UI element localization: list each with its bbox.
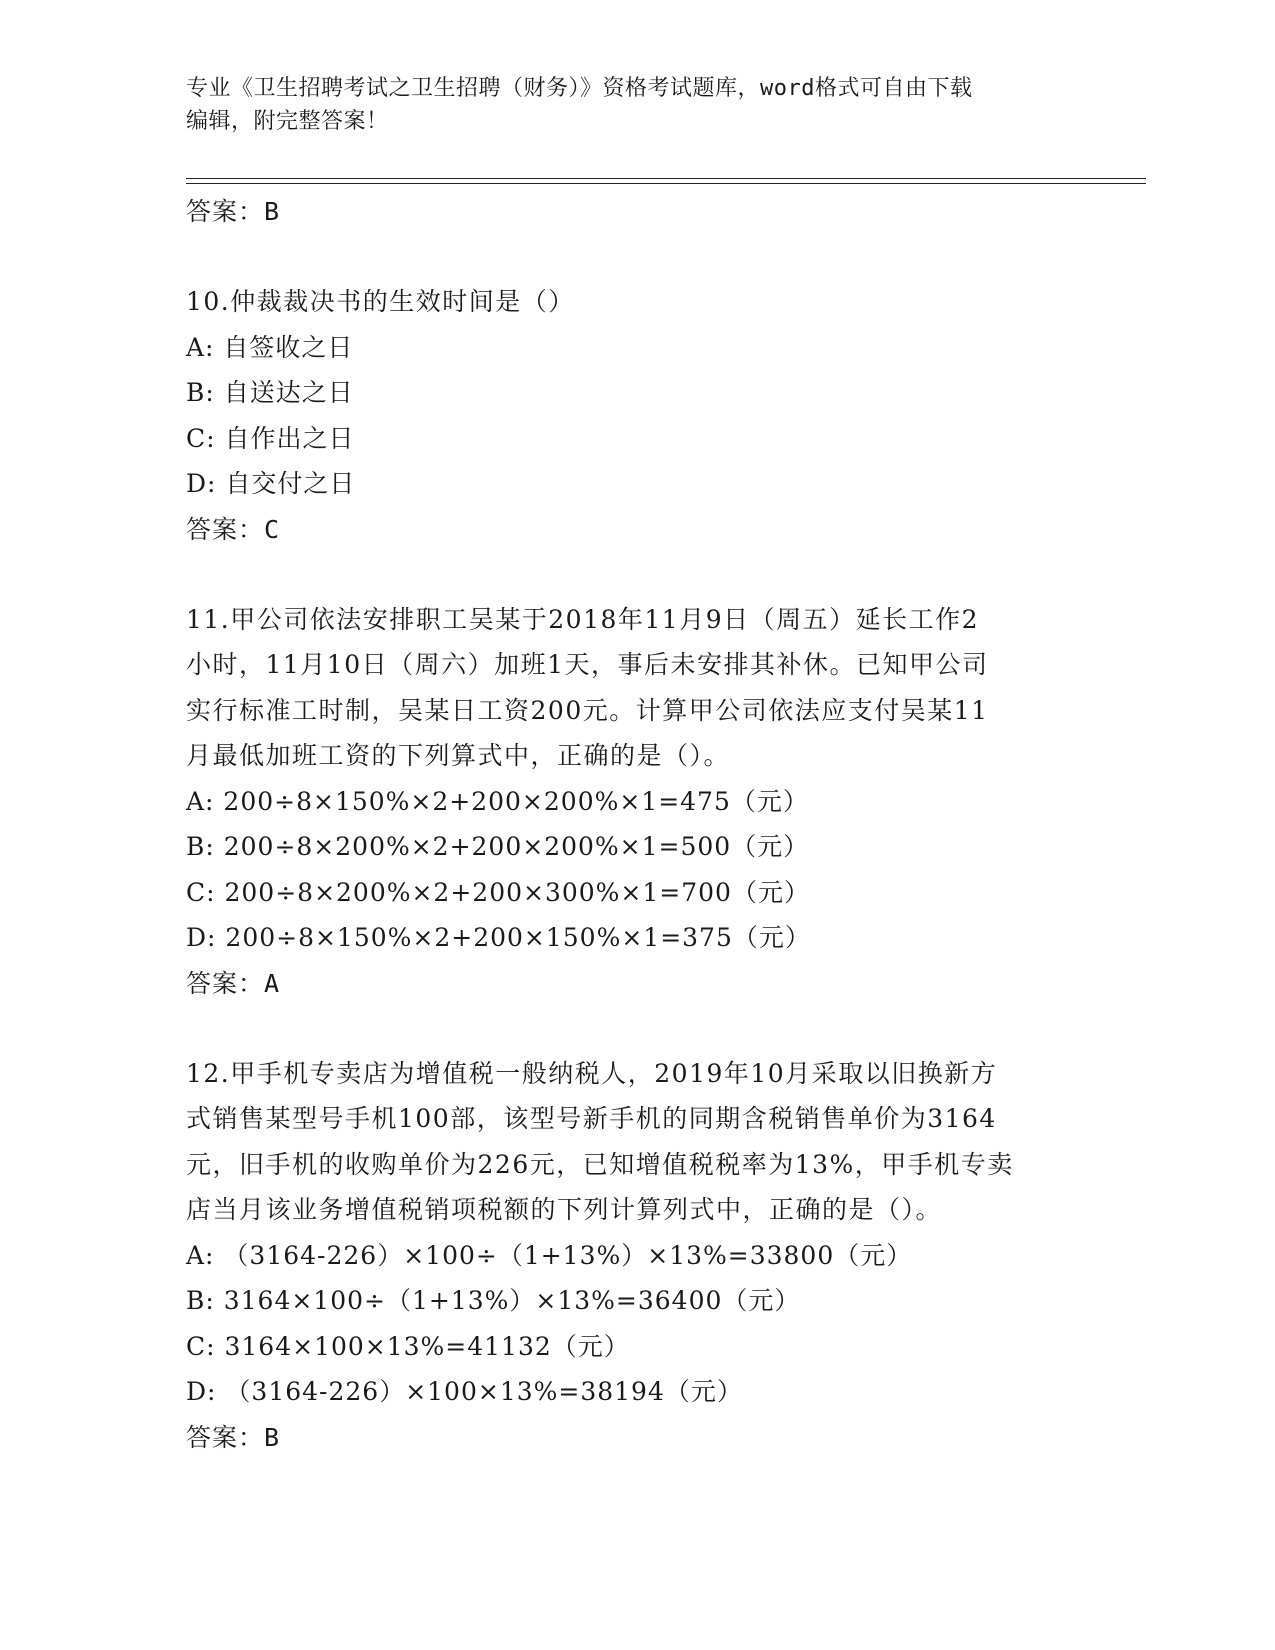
- stem-line: 式销售某型号手机100部，该型号新手机的同期含税销售单价为3164: [186, 1104, 997, 1133]
- question-stem: [186, 279, 1086, 325]
- stem-line: 10.仲裁裁决书的生效时间是（）: [186, 287, 575, 316]
- answer-line: 答案：A: [186, 968, 281, 998]
- stem-line: 12.甲手机专卖店为增值税一般纳税人，2019年10月采取以旧换新方: [186, 1058, 998, 1088]
- question-block: [186, 1051, 1086, 1460]
- question-stem: [186, 597, 1086, 779]
- header-line: 编辑，附完整答案！: [186, 109, 389, 134]
- stem-line: 元，旧手机的收购单价为226元，已知增值税税率为13%，甲手机专卖: [186, 1149, 1014, 1179]
- option-b: B: 200÷8×200%×2+200×200%×1=500（元）: [186, 832, 810, 861]
- option-a: A: （3164-226）×100÷（1+13%）×13%=33800（元）: [186, 1240, 913, 1270]
- question-list: [186, 189, 1086, 1460]
- question-block: [186, 597, 1086, 1006]
- answer-line: 答案：B: [186, 197, 281, 226]
- option-c: C: 3164×100×13%=41132（元）: [186, 1331, 630, 1361]
- option-c: C: 自作出之日: [186, 423, 355, 453]
- stem-line: 月最低加班工资的下列算式中，正确的是（）。: [186, 741, 731, 770]
- option-d: D: 200÷8×150%×2+200×150%×1=375（元）: [186, 923, 811, 952]
- option-a: A: 自签收之日: [186, 332, 354, 362]
- document-header: [186, 72, 1066, 138]
- stem-line: 小时，11月10日（周六）加班1天，事后未安排其补休。已知甲公司: [186, 650, 989, 679]
- option-a: A: 200÷8×150%×2+200×200%×1=475（元）: [186, 786, 809, 816]
- option-d: D: 自交付之日: [186, 469, 356, 498]
- answer-line: 答案：C: [186, 514, 281, 544]
- answer-line: 答案：B: [186, 1422, 281, 1452]
- header-divider-bottom: [186, 183, 1146, 184]
- stem-line: 店当月该业务增值税销项税额的下列计算列式中，正确的是（）。: [186, 1195, 943, 1224]
- question-block: [186, 279, 1086, 552]
- stem-line: 11.甲公司依法安排职工吴某于2018年11月9日（周五）延长工作2: [186, 604, 980, 634]
- option-b: B: 3164×100÷（1+13%）×13%=36400（元）: [186, 1286, 801, 1315]
- header-divider-top: [186, 178, 1146, 179]
- question-stem: [186, 1051, 1086, 1233]
- option-d: D: （3164-226）×100×13%=38194（元）: [186, 1377, 743, 1406]
- option-c: C: 200÷8×200%×2+200×300%×1=700（元）: [186, 877, 810, 907]
- header-line: 专业《卫生招聘考试之卫生招聘（财务）》资格考试题库，word格式可自由下载: [186, 76, 973, 101]
- option-b: B: 自送达之日: [186, 378, 354, 407]
- stem-line: 实行标准工时制，吴某日工资200元。计算甲公司依法应支付吴某11: [186, 695, 989, 725]
